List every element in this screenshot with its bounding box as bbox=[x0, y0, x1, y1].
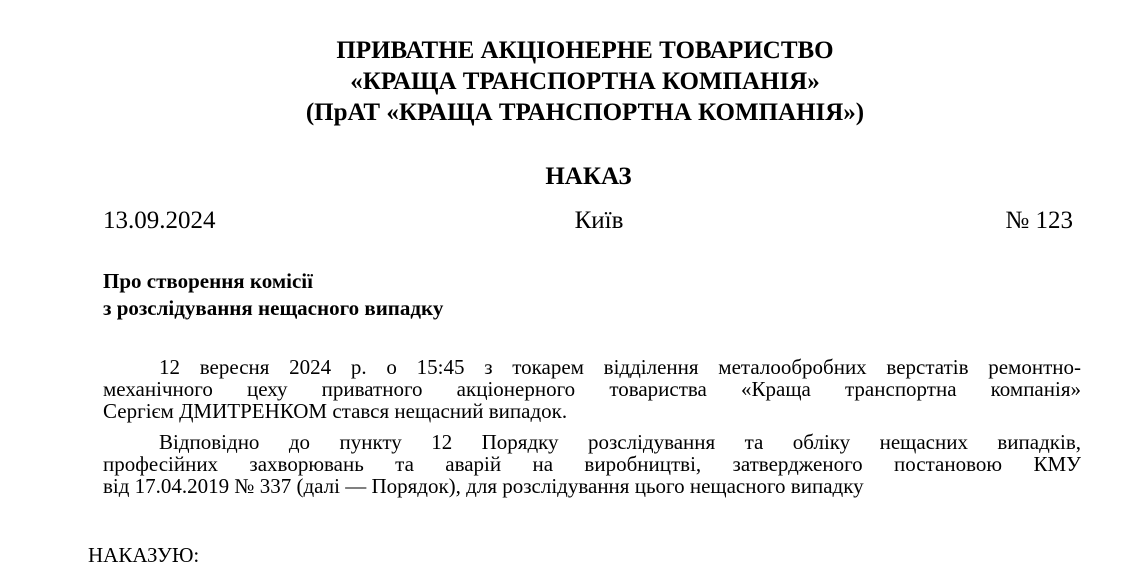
paragraph-line: 12 вересня 2024 р. о 15:45 з токарем відділення металообробних верстатів ремонтно- bbox=[159, 355, 1081, 379]
document-meta-row bbox=[103, 206, 1073, 236]
org-name-line-1: ПРИВАТНЕ АКЦІОНЕРНЕ ТОВАРИСТВО bbox=[336, 37, 834, 64]
document-type-title: НАКАЗ bbox=[545, 163, 632, 190]
body-paragraph-2 bbox=[103, 431, 1081, 497]
document-number: № 123 bbox=[1005, 207, 1073, 234]
body-paragraph-1 bbox=[103, 356, 1081, 422]
document-city: Київ bbox=[574, 207, 624, 234]
org-name-line-2: «КРАЩА ТРАНСПОРТНА КОМПАНІЯ» bbox=[350, 68, 820, 95]
document-subject bbox=[103, 268, 443, 322]
org-name-line-3: (ПрАТ «КРАЩА ТРАНСПОРТНА КОМПАНІЯ») bbox=[305, 99, 865, 126]
order-directive-label: НАКАЗУЮ: bbox=[88, 543, 200, 567]
organization-header bbox=[0, 35, 1125, 128]
paragraph-line: Відповідно до пункту 12 Порядку розслідування та обліку нещасних випадків, bbox=[159, 430, 1081, 454]
subject-line-2: з розслідування нещасного випадку bbox=[103, 296, 444, 320]
paragraph-line: механічного цеху приватного акціонерного товариства «Краща транспортна компанія» bbox=[103, 377, 1081, 401]
subject-line-1: Про створення комісії bbox=[103, 269, 313, 293]
paragraph-line: Сергієм ДМИТРЕНКОМ стався нещасний випадок. bbox=[103, 399, 568, 423]
paragraph-line: професійних захворювань та аварій на виробництві, затвердженого постановою КМУ bbox=[103, 452, 1081, 476]
document-date: 13.09.2024 bbox=[103, 207, 216, 234]
paragraph-line: від 17.04.2019 № 337 (далі — Порядок), для розслідування цього нещасного випадку bbox=[103, 474, 864, 498]
